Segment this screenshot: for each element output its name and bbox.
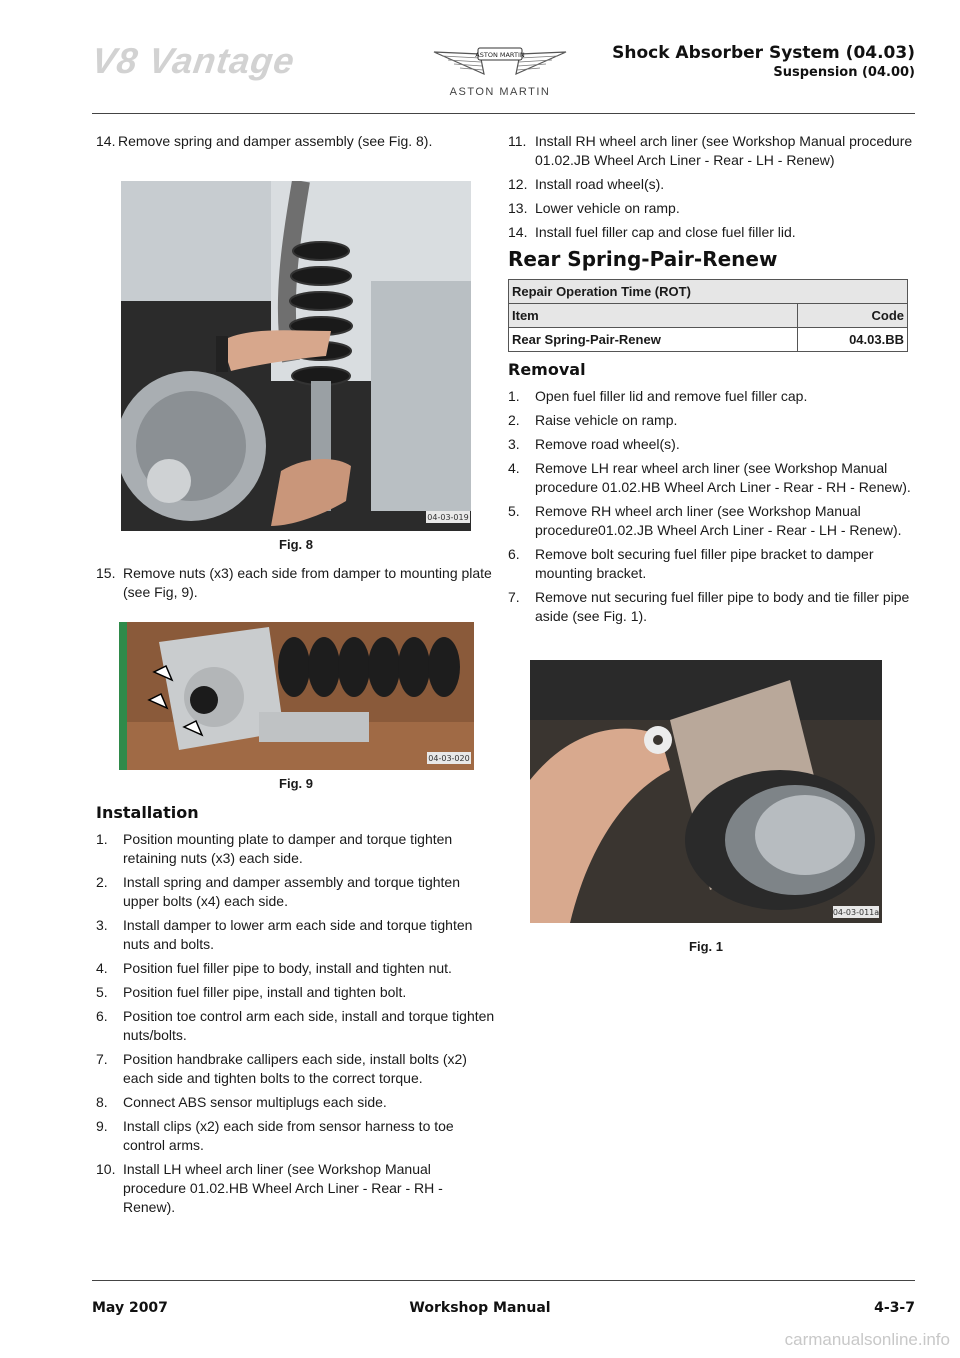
row-item: Rear Spring-Pair-Renew — [509, 328, 798, 352]
step-text: Position toe control arm each side, install and torque tighten nuts/bolts. — [123, 1008, 495, 1043]
list-item — [508, 545, 913, 583]
rot-table-title: Repair Operation Time (ROT) — [509, 280, 908, 304]
step-text: Remove bolt securing fuel filler pipe bracket to damper mounting bracket. — [535, 546, 874, 581]
list-item — [508, 223, 913, 242]
step-number: 7. — [508, 589, 520, 605]
fig9-code: 04-03-020 — [427, 754, 470, 763]
step-text: Remove LH rear wheel arch liner (see Workshop Manual procedure 01.02.HB Wheel Arch Liner - Rear - RH - Renew). — [535, 460, 911, 495]
v8-vantage-logo: V8 Vantage — [89, 40, 298, 81]
step-text: Position handbrake callipers each side, install bolts (x2) each side and tighten bolts to the correct torque. — [123, 1051, 467, 1086]
list-item — [508, 387, 913, 406]
step-text: Install spring and damper assembly and torque tighten upper bolts (x4) each side. — [123, 874, 460, 909]
step-number: 6. — [508, 546, 520, 562]
step-number: 15. — [96, 565, 116, 581]
step-number: 10. — [96, 1161, 116, 1177]
fig8-caption: Fig. 8 — [279, 537, 313, 552]
step-number: 8. — [96, 1094, 108, 1110]
step-number: 7. — [96, 1051, 108, 1067]
list-item — [96, 1117, 496, 1155]
list-item — [508, 175, 913, 194]
list-item — [508, 199, 913, 218]
left-column — [96, 132, 496, 1222]
list-item — [96, 830, 496, 868]
list-item — [96, 916, 496, 954]
list-item — [508, 459, 913, 497]
list-item — [508, 588, 913, 626]
aston-martin-brand — [430, 44, 570, 98]
step-text: Remove RH wheel arch liner (see Workshop Manual procedure01.02.JB Wheel Arch Liner - Rear - LH - Renew). — [535, 503, 902, 538]
list-item — [508, 411, 913, 430]
list-item — [96, 1050, 496, 1088]
fig1-code: 04-03-011a — [832, 908, 880, 917]
step-number: 4. — [96, 960, 108, 976]
step-text: Position fuel filler pipe to body, install and tighten nut. — [123, 960, 452, 976]
step-text: Install clips (x2) each side from sensor harness to toe control arms. — [123, 1118, 454, 1153]
step-number: 9. — [96, 1118, 108, 1134]
page-subtitle: Suspension (04.00) — [773, 65, 915, 80]
aston-martin-wings-logo — [432, 44, 568, 84]
step-number: 3. — [508, 436, 520, 452]
watermark: carmanualsonline.info — [784, 1330, 950, 1349]
list-item — [508, 435, 913, 454]
removal-step-14 — [96, 132, 496, 151]
step-number: 13. — [508, 200, 528, 216]
step-number: 1. — [96, 831, 108, 847]
step-number: 1. — [508, 388, 520, 404]
installation-steps-list — [96, 830, 496, 1217]
step-number: 2. — [508, 412, 520, 428]
header-titles — [612, 43, 915, 80]
rot-table — [508, 279, 908, 352]
list-item — [96, 1007, 496, 1045]
badge-text: ASTON MARTIN — [475, 51, 525, 59]
step-number: 12. — [508, 176, 528, 192]
page-title: Shock Absorber System (04.03) — [612, 43, 915, 63]
fig1-photo — [530, 660, 882, 923]
list-item — [96, 983, 496, 1002]
removal-step-15 — [96, 564, 496, 602]
step-text: Remove nut securing fuel filler pipe to body and tie filler pipe aside (see Fig. 1). — [535, 589, 910, 624]
step-text: Install RH wheel arch liner (see Workshop Manual procedure 01.02.JB Wheel Arch Liner - Rear - LH - Renew) — [535, 133, 913, 168]
step-text: Lower vehicle on ramp. — [535, 200, 680, 216]
fig9-caption: Fig. 9 — [279, 776, 313, 791]
step-text: Remove spring and damper assembly (see Fig. 8). — [118, 133, 433, 149]
step-number: 3. — [96, 917, 108, 933]
fig9-photo — [119, 622, 474, 770]
footer-page-number: 4-3-7 — [874, 1300, 915, 1316]
col-item: Item — [509, 304, 798, 328]
installation-heading: Installation — [96, 803, 199, 822]
step-text: Connect ABS sensor multiplugs each side. — [123, 1094, 387, 1110]
installation-steps-continued — [508, 132, 913, 242]
list-item — [96, 1160, 496, 1217]
col-code: Code — [798, 304, 908, 328]
step-text: Install fuel filler cap and close fuel filler lid. — [535, 224, 796, 240]
list-item — [96, 959, 496, 978]
rot-table-header-row — [509, 280, 908, 304]
step-text: Install LH wheel arch liner (see Workshop Manual procedure 01.02.HB Wheel Arch Liner - Rear - RH - Renew). — [123, 1161, 443, 1215]
fig8-code: 04-03-019 — [427, 513, 469, 522]
step-text: Remove road wheel(s). — [535, 436, 680, 452]
list-item — [508, 502, 913, 540]
step-number: 14. — [96, 133, 116, 149]
step-number: 5. — [508, 503, 520, 519]
fig1-caption: Fig. 1 — [689, 939, 723, 954]
step-text: Open fuel filler lid and remove fuel filler cap. — [535, 388, 808, 404]
header-divider — [92, 113, 915, 114]
footer-manual: Workshop Manual — [409, 1300, 551, 1316]
table-row — [509, 328, 908, 352]
step-number: 5. — [96, 984, 108, 1000]
step-text: Position mounting plate to damper and torque tighten retaining nuts (x3) each side. — [123, 831, 453, 866]
list-item — [508, 132, 913, 170]
rot-table-columns — [509, 304, 908, 328]
removal-heading: Removal — [508, 360, 586, 379]
fig8-photo — [121, 181, 471, 531]
step-number: 14. — [508, 224, 528, 240]
step-number: 4. — [508, 460, 520, 476]
footer-divider — [92, 1280, 915, 1281]
step-number: 11. — [508, 133, 527, 149]
step-text: Position fuel filler pipe, install and tighten bolt. — [123, 984, 407, 1000]
step-number: 2. — [96, 874, 108, 890]
removal-steps-list — [508, 387, 913, 626]
step-text: Remove nuts (x3) each side from damper to mounting plate (see Fig, 9). — [123, 565, 492, 600]
row-code: 04.03.BB — [798, 328, 908, 352]
list-item — [96, 1093, 496, 1112]
step-text: Install road wheel(s). — [535, 176, 665, 192]
step-text: Install damper to lower arm each side and torque tighten nuts and bolts. — [123, 917, 473, 952]
section-title: Rear Spring-Pair-Renew — [508, 247, 778, 271]
step-number: 6. — [96, 1008, 108, 1024]
footer-date: May 2007 — [92, 1300, 168, 1316]
step-text: Raise vehicle on ramp. — [535, 412, 678, 428]
right-column — [508, 132, 913, 966]
brand-name: ASTON MARTIN — [449, 86, 551, 98]
list-item — [96, 873, 496, 911]
